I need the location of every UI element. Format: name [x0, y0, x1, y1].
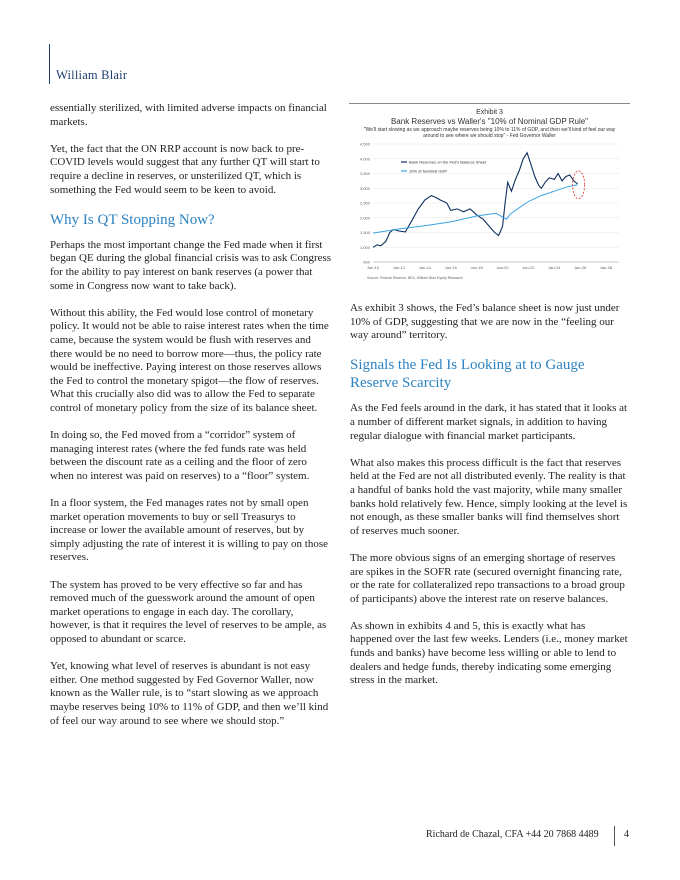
page-number: 4	[624, 829, 629, 840]
gdp-line	[373, 185, 578, 233]
paragraph: Without this ability, the Fed would lose control of monetary policy. It would not be able to raise interest rates when the time came, because the system would be flush with reserves and there would be no need to borrow more—thus, the policy rate would be ineffective. Paying interest on those reserves allows the Fed to control the monetary spigot—the flow of reserves. What this crucially also did was to allow the Fed to separate control of monetary policy from the size of its balance sheet.	[50, 306, 329, 414]
left-column	[50, 102, 332, 742]
chart-source: Source: Federal Reserve, BEA, William Blair Equity Research	[367, 276, 463, 280]
legend-label: Bank Reserves on the Fed's Balance Sheet	[409, 159, 487, 165]
x-tick-label: Jan-10	[366, 265, 380, 270]
x-tick-label: Jan-14	[418, 265, 431, 270]
exhibit-3-figure	[349, 103, 630, 289]
y-tick-label: 1,000	[359, 244, 370, 250]
x-tick-label: Jan-16	[444, 265, 457, 270]
paragraph: Perhaps the most important change the Fed made when it first began QE during the global financial crisis was to ask Congress for the ability to pay interest on bank reserves (a power that some in Congress now want to take back).	[50, 238, 332, 292]
paragraph: Yet, the fact that the ON RRP account is now back to pre-COVID levels would suggest that any further QT will start to require a decline in reserves, or unsterilized QT, which is something the Fed would seem to be keen to avoid.	[50, 142, 320, 196]
y-tick-label: 1,500	[359, 230, 370, 235]
footer-rule	[614, 826, 615, 846]
paragraph: As exhibit 3 shows, the Fed’s balance sheet is now just under 10% of GDP, suggesting that we are now in the “feeling our way around” territory.	[350, 302, 620, 342]
paragraph: As the Fed feels around in the dark, it has stated that it looks at a number of different market signals, in addition to having regular dialogue with financial market participants.	[350, 402, 628, 442]
y-tick-label: 2,500	[359, 200, 370, 206]
x-tick-label: Jan-24	[548, 265, 561, 270]
x-tick-label: Jan-26	[574, 265, 587, 270]
brand-name: William Blair	[56, 68, 128, 82]
right-column	[350, 302, 630, 701]
y-tick-label: 2,000	[359, 215, 370, 221]
header-rule	[49, 44, 50, 84]
paragraph: In a floor system, the Fed manages rates not by small open market operation movements to buy or sell Treasurys to increase or lower the available amount of reserves, but by simply adjusting the rate of interest it is willing to pay on those reserves.	[50, 497, 329, 564]
paragraph: What also makes this process difficult is the fact that reserves held at the Fed are not all distributed evenly. The reality is that a handful of banks hold the vast majority, while many smaller banks hold relatively few. Hence, simply looking at the level is not enough, as these smaller banks will find themselves short of reserves much sooner.	[350, 456, 628, 537]
chart-subtitle: "We'll start slowing as we approach maybe reserves being 10% to 11% of GDP, and then we'll kind of feel our way around to see where we should stop" - Fed Governor Waller	[363, 127, 616, 139]
x-tick-label: Jan-18	[470, 265, 483, 270]
x-tick-label: Jan-28	[599, 265, 613, 270]
y-tick-label: 3,500	[359, 171, 370, 176]
section-heading: Signals the Fed Is Looking at to Gauge Reserve Scarcity	[350, 357, 585, 392]
chart-title: Bank Reserves vs Waller's "10% of Nominal GDP Rule"	[390, 117, 589, 126]
paragraph: Yet, knowing what level of reserves is abundant is not easy either. One method suggested by Fed Governor Waller, now known as the Waller rule, is to “start slowing as we approach maybe reserves being 10% to 11% of GDP, and then we’ll kind of feel our way around to see where we should stop.”	[50, 660, 329, 727]
y-tick-label: 4,000	[359, 156, 370, 162]
bank-reserves-chart	[349, 140, 630, 289]
paragraph: essentially sterilized, with limited adverse impacts on financial markets.	[50, 102, 327, 128]
y-tick-label: 500	[363, 259, 370, 265]
exhibit-label: Exhibit 3	[476, 109, 503, 116]
x-tick-label: Jan-22	[522, 265, 535, 270]
legend-label: 10% of Nominal GDP	[409, 168, 448, 174]
y-tick-label: 4,500	[359, 141, 370, 147]
reserves-line	[373, 153, 578, 248]
x-tick-label: Jan-12	[392, 265, 406, 270]
paragraph: The system has proved to be very effective so far and has removed much of the guesswork around the amount of open market operations to engage in each day. The corollary, however, is that it requires the level of reserves to be ample, as opposed to abundant or scarce.	[50, 578, 327, 645]
x-tick-label: Jan-20	[496, 265, 509, 270]
paragraph: The more obvious signs of an emerging shortage of reserves are spikes in the SOFR rate (secured overnight financing rate, or the rate for collateralized repo transactions to a broad group of participants) above the interest rate on reserve balances.	[350, 551, 625, 605]
section-heading: Why Is QT Stopping Now?	[50, 211, 215, 228]
paragraph: In doing so, the Fed moved from a “corridor” system of managing interest rates (where the fed funds rate was held between the discount rate as a ceiling and the floor of zero when no interest was paid on reserves) to a “floor” system.	[50, 429, 310, 482]
y-tick-label: 3,000	[359, 185, 370, 191]
footer-author: Richard de Chazal, CFA +44 20 7868 4489	[426, 829, 599, 840]
highlight-ellipse	[573, 171, 585, 199]
paragraph: As shown in exhibits 4 and 5, this is exactly what has happened over the last few weeks. Lenders (i.e., money market funds and banks) have become less willing or able to lend to dealers and hedge funds, thereby indicating some emerging stress in the market.	[350, 619, 628, 687]
